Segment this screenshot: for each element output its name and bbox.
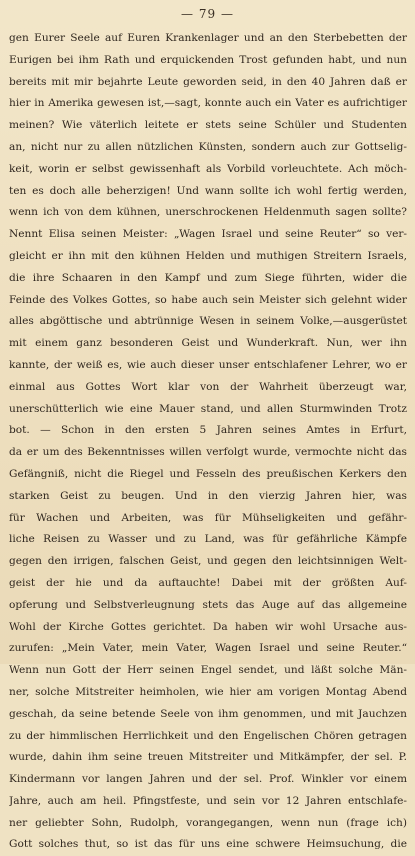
text-line: zurufen: „Mein Vater, mein Vater, Wagen Israel und seine Reuter.“ [9,642,407,655]
text-line: wenn ich von dem kühnen, unerschrockenen Heldenmuth sagen sollte? [9,206,407,219]
text-line: Gefängniß, nicht die Riegel und Fesseln des preußischen Kerkers den [9,467,407,480]
text-line: geschah, da seine betende Seele von ihm genommen, und mit Jauchzen [9,707,407,720]
text-line: Jahre, auch am heil. Pfingstfeste, und sein vor 12 Jahren entschlafe- [9,794,407,807]
text-line: wurde, dahin ihm seine treuen Mitstreiter und Mitkämpfer, der sel. P. [9,751,407,764]
text-line: ner, solche Mitstreiter heimholen, wie hier am vorigen Montag Abend [9,685,407,698]
text-line: die ihre Schaaren in den Kampf und zum Siege führten, wider die [9,271,407,284]
text-line: Wenn nun Gott der Herr seinen Engel sendet, und läßt solche Män- [9,664,407,677]
text-line: bereits mit mir bejahrte Leute geworden seid, in den 40 Jahren daß er [9,75,407,88]
text-line: kannte, der weiß es, wie auch dieser unser entschlafener Lehrer, wo er [9,358,407,371]
text-line: für Wachen und Arbeiten, was für Mühseligkeiten und gefähr- [9,511,407,524]
page-number: — 79 — [181,7,234,21]
text-line: gen Eurer Seele auf Euren Krankenlager und an den Sterbebetten der [9,32,407,44]
text-line: keit, worin er selbst gewissenhaft als Vorbild vorleuchtete. Ach möch- [9,162,407,175]
text-line: starken Geist zu beugen. Und in den vierzig Jahren hier, was [9,489,407,502]
text-line: ten es doch alle beherzigen! Und wann sollte ich wohl fertig werden, [9,184,407,197]
text-line: Nennt Elisa seinen Meister: „Wagen Israel und seine Reuter“ so ver- [9,228,407,241]
text-line: meinen? Wie väterlich leitete er stets seine Schüler und Studenten [9,119,407,132]
text-line: einmal aus Gottes Wort klar von der Wahrheit überzeugt war, [9,380,407,393]
text-line: hier in Amerika gewesen ist,—sagt, konnte auch ein Vater es aufrichtiger [9,97,407,110]
text-line: liche Reisen zu Wasser und zu Land, was für gefährliche Kämpfe [9,533,407,546]
text-line: Kindermann vor langen Jahren und der sel. Prof. Winkler vor einem [9,773,407,786]
text-line: Gott solches thut, so ist das für uns eine schwere Heimsuchung, die [9,838,407,851]
text-line: da er um des Bekenntnisses willen verfolgt wurde, vermochte nicht das [9,446,407,459]
text-line: bot. — Schon in den ersten 5 Jahren seines Amtes in Erfurt, [9,424,407,437]
text-line: gleicht er ihn mit den kühnen Helden und muthigen Streitern Israels, [9,249,407,262]
text-line: mit einem ganz besonderen Geist und Wunderkraft. Nun, wer ihn [9,337,407,350]
text-line: Wohl der Kirche Gottes gerichtet. Da haben wir wohl Ursache aus- [9,620,407,633]
text-line: Eurigen bei ihm Rath und erquickenden Trost gefunden habt, und nun [9,53,407,66]
body-text [9,28,407,856]
text-line: zu der himmlischen Herrlichkeit und den Engelischen Chören getragen [9,729,407,742]
text-line: Feinde des Volkes Gottes, so habe auch sein Meister sich gelehnt wider [9,293,407,306]
text-line: opferung und Selbstverleugnung stets das Auge auf das allgemeine [9,598,407,611]
text-line: gegen den irrigen, falschen Geist, und gegen den leichtsinnigen Welt- [9,555,407,568]
text-line: geist der hie und da auftauchte! Dabei mit der größten Auf- [9,576,407,589]
text-line: unerschütterlich wie eine Mauer stand, und allen Sturmwinden Trotz [9,402,407,415]
text-line: ner geliebter Sohn, Rudolph, vorangegangen, wenn nun (frage ich) [9,816,407,829]
text-line: alles abgöttische und abtrünnige Wesen in seinem Volke,—ausgerüstet [9,315,407,328]
text-line: an, nicht nur zu allen nützlichen Künsten, sondern auch zur Gottselig- [9,140,407,153]
